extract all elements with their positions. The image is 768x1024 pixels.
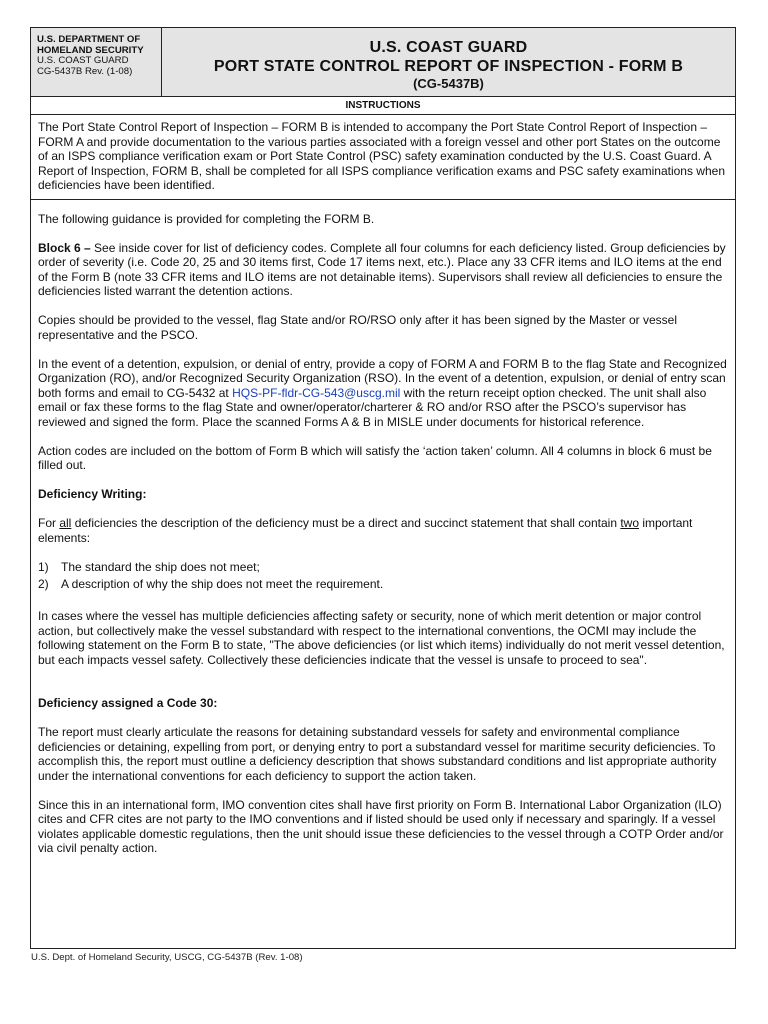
title-agency: U.S. COAST GUARD — [369, 39, 528, 56]
instructions-body — [31, 200, 735, 856]
deficiency-writing-paragraph — [38, 516, 729, 545]
list-item-text: The standard the ship does not meet; — [61, 559, 260, 574]
instructions-label: INSTRUCTIONS — [31, 97, 735, 115]
list-item — [38, 577, 729, 592]
multiple-deficiencies-paragraph: In cases where the vessel has multiple deficiencies affecting safety or security, none of which merit detention or major control action, but collectively make the vessel substandard with respect to the international conventions, the OCMI may include the following statement on the Form B to state, "The above deficiencies (or list which items) individually do not merit vessel detention, but each impacts vessel safety. Collectively these deficiencies indicate that the vessel is unsafe to proceed to sea". — [38, 609, 725, 667]
dept-line1: U.S. DEPARTMENT OF — [37, 34, 141, 45]
form-page — [30, 27, 736, 949]
intro-paragraph: The Port State Control Report of Inspection – FORM B is intended to accompany the Port State Control Report of Inspection – FORM A and provide documentation to the various parties associated with a foreign vessel and other port States on the outcome of an ISPS compliance verification exam or Port State Control (PSC) safety examination conducted by the U.S. Coast Guard. A Report of Inspection, FORM B, shall be completed for all ISPS compliance verification exams and PSC safety examinations when deficiencies have been identified. — [31, 115, 735, 200]
form-code: CG-5437B Rev. (1-08) — [37, 65, 133, 77]
email-link[interactable]: HQS-PF-fldr-CG-543@uscg.mil — [232, 385, 401, 400]
deficiency-writing-heading: Deficiency Writing: — [38, 487, 147, 501]
list-item-text: A description of why the ship does not meet the requirement. — [61, 577, 384, 591]
list-item-number: 1) — [38, 559, 49, 574]
dw-mid: deficiencies the description of the deficiency must be a direct and succinct statement that shall contain — [71, 516, 621, 530]
form-title: PORT STATE CONTROL REPORT OF INSPECTION - FORM B — [213, 58, 684, 75]
dw-two: two — [620, 516, 640, 530]
list-item-number: 2) — [38, 577, 49, 591]
dw-all: all — [59, 516, 72, 530]
code30-paragraph-1: The report must clearly articulate the reasons for detaining substandard vessels for safety and environmental compliance deficiencies or detaining, expelling from port, or denying entry to port a substandard vessel for maritime security deficiencies. To accomplish this, the report must outline a deficiency description that shows substandard conditions and list appropriate authority under the international conventions for each deficiency to support the action taken. — [38, 725, 717, 783]
block6-paragraph — [38, 241, 729, 299]
form-header — [31, 28, 735, 97]
list-item — [38, 560, 729, 575]
dw-post: important elements: — [38, 516, 693, 545]
agency-block — [31, 28, 162, 96]
block6-label: Block 6 – — [38, 240, 91, 255]
page-footer: U.S. Dept. of Homeland Security, USCG, CG-5437B (Rev. 1-08) — [31, 952, 303, 963]
dept-line2: HOMELAND SECURITY — [37, 44, 144, 56]
code30-paragraph-2: Since this in an international form, IMO convention cites shall have first priority on Form B. International Labor Organization (ILO) cites and CFR cites are not party to the IMO conventions and if listed should be used only if necessary and sparingly. If a vessel violates applicable domestic regulations, then the unit should issue these deficiencies to the vessel through a COTP Order and/or via civil penalty action. — [38, 797, 724, 855]
guidance-paragraph: The following guidance is provided for completing the FORM B. — [38, 211, 375, 226]
agency-name: U.S. COAST GUARD — [37, 55, 129, 67]
code30-heading: Deficiency assigned a Code 30: — [38, 696, 218, 710]
detention-text-before: In the event of a detention, expulsion, or denial of entry, provide a copy of FORM A and FORM B to the flag State and Recognized Organization (RO), and/or Recognized Security Organization (RSO). In the event of a detention, expulsion, or denial of entry scan both forms and email to CG-5432 at — [38, 356, 727, 400]
detention-paragraph — [38, 357, 729, 430]
form-title-block — [162, 28, 735, 96]
block6-text: See inside cover for list of deficiency codes. Complete all four columns for each deficiency listed. Group deficiencies by order of severity (i.e. Code 20, 25 and 30 items first, Code 17 items next, etc.). Place any 33 CFR items and ILO items at the end of the Form B (note 33 CFR items and ILO items are not detainable items). Supervisors shall review all deficiencies to ensure the deficiencies listed warrant the detention actions. — [38, 240, 726, 298]
action-codes-paragraph: Action codes are included on the bottom of Form B which will satisfy the ‘action taken’ column. All 4 columns in block 6 must be filled out. — [38, 443, 712, 472]
form-number: (CG-5437B) — [413, 76, 484, 91]
copies-paragraph: Copies should be provided to the vessel, flag State and/or RO/RSO only after it has been signed by the Master or vessel representative and the PSCO. — [38, 313, 678, 342]
dw-pre: For — [38, 516, 60, 530]
detention-text-after: with the return receipt option checked. The unit shall also email or fax these forms to the flag State and owner/operator/charterer & RO and/or RSO after the PSCO’s supervisor has reviewed and signed the form. Place the scanned Forms A & B in MISLE under documents for historical reference. — [38, 385, 707, 429]
